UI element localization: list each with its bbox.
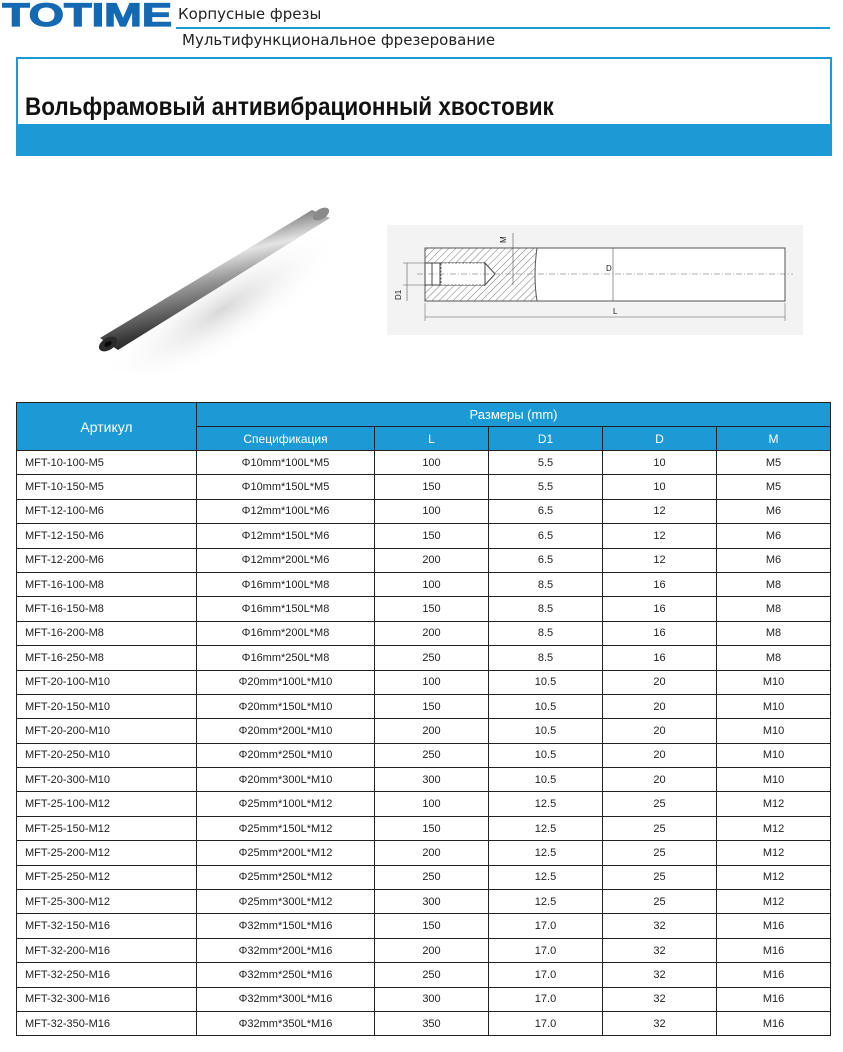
- d1-cell: 10.5: [489, 694, 603, 718]
- article-cell: MFT-16-250-M8: [17, 646, 197, 670]
- d1-cell: 8.5: [489, 646, 603, 670]
- column-header-m: M: [717, 427, 831, 451]
- column-header-l: L: [375, 427, 489, 451]
- drawing-label-l: L: [613, 307, 618, 316]
- table-row: [17, 694, 831, 718]
- d-cell: 32: [603, 1011, 717, 1035]
- l-cell: 300: [375, 890, 489, 914]
- d-cell: 32: [603, 963, 717, 987]
- header-subcategory: Мультифункциональное фрезерование: [182, 31, 496, 49]
- d1-cell: 12.5: [489, 841, 603, 865]
- technical-drawing: [387, 225, 803, 335]
- article-cell: MFT-20-100-M10: [17, 670, 197, 694]
- table-row: [17, 1011, 831, 1035]
- header-divider: [176, 27, 830, 29]
- d-cell: 25: [603, 816, 717, 840]
- d1-cell: 17.0: [489, 987, 603, 1011]
- spec-cell: Φ32mm*350L*M16: [197, 1011, 375, 1035]
- m-cell: M8: [717, 572, 831, 596]
- d1-cell: 6.5: [489, 548, 603, 572]
- l-cell: 150: [375, 597, 489, 621]
- l-cell: 250: [375, 646, 489, 670]
- m-cell: M6: [717, 548, 831, 572]
- d-cell: 32: [603, 938, 717, 962]
- d-cell: 12: [603, 548, 717, 572]
- l-cell: 100: [375, 792, 489, 816]
- table-row: [17, 646, 831, 670]
- d1-cell: 17.0: [489, 963, 603, 987]
- d-cell: 20: [603, 719, 717, 743]
- column-header-spec: Спецификация: [197, 427, 375, 451]
- table-row: [17, 451, 831, 475]
- spec-cell: Φ12mm*100L*M6: [197, 499, 375, 523]
- article-cell: MFT-32-250-M16: [17, 963, 197, 987]
- article-cell: MFT-32-350-M16: [17, 1011, 197, 1035]
- d1-cell: 12.5: [489, 792, 603, 816]
- l-cell: 200: [375, 621, 489, 645]
- l-cell: 100: [375, 451, 489, 475]
- m-cell: M6: [717, 524, 831, 548]
- article-cell: MFT-12-200-M6: [17, 548, 197, 572]
- table-row: [17, 768, 831, 792]
- l-cell: 200: [375, 938, 489, 962]
- m-cell: M16: [717, 938, 831, 962]
- m-cell: M16: [717, 1011, 831, 1035]
- d1-cell: 12.5: [489, 865, 603, 889]
- l-cell: 300: [375, 768, 489, 792]
- m-cell: M10: [717, 670, 831, 694]
- m-cell: M8: [717, 621, 831, 645]
- table-row: [17, 548, 831, 572]
- m-cell: M16: [717, 987, 831, 1011]
- drawing-label-m: M: [499, 236, 508, 243]
- d-cell: 25: [603, 865, 717, 889]
- m-cell: M8: [717, 646, 831, 670]
- spec-cell: Φ20mm*100L*M10: [197, 670, 375, 694]
- spec-cell: Φ32mm*200L*M16: [197, 938, 375, 962]
- d-cell: 16: [603, 597, 717, 621]
- spec-cell: Φ25mm*100L*M12: [197, 792, 375, 816]
- spec-cell: Φ16mm*150L*M8: [197, 597, 375, 621]
- spec-cell: Φ20mm*250L*M10: [197, 743, 375, 767]
- article-cell: MFT-25-200-M12: [17, 841, 197, 865]
- table-row: [17, 475, 831, 499]
- article-cell: MFT-10-100-M5: [17, 451, 197, 475]
- d-cell: 25: [603, 890, 717, 914]
- table-row: [17, 670, 831, 694]
- spec-cell: Φ10mm*100L*M5: [197, 451, 375, 475]
- title-band: [18, 124, 830, 154]
- brand-logo: [2, 0, 174, 30]
- article-cell: MFT-12-100-M6: [17, 499, 197, 523]
- column-header-dimensions: Размеры (mm): [197, 403, 831, 427]
- article-cell: MFT-16-150-M8: [17, 597, 197, 621]
- d-cell: 20: [603, 743, 717, 767]
- l-cell: 300: [375, 987, 489, 1011]
- m-cell: M6: [717, 499, 831, 523]
- table-row: [17, 572, 831, 596]
- article-cell: MFT-20-250-M10: [17, 743, 197, 767]
- spec-cell: Φ16mm*100L*M8: [197, 572, 375, 596]
- l-cell: 150: [375, 914, 489, 938]
- table-row: [17, 499, 831, 523]
- spec-cell: Φ25mm*150L*M12: [197, 816, 375, 840]
- l-cell: 250: [375, 963, 489, 987]
- spec-cell: Φ25mm*300L*M12: [197, 890, 375, 914]
- page-title: Вольфрамовый антивибрационный хвостовик: [25, 93, 554, 121]
- drawing-label-d: D: [606, 264, 612, 273]
- d1-cell: 17.0: [489, 1011, 603, 1035]
- d-cell: 16: [603, 646, 717, 670]
- m-cell: M16: [717, 914, 831, 938]
- article-cell: MFT-20-200-M10: [17, 719, 197, 743]
- m-cell: M12: [717, 841, 831, 865]
- table-row: [17, 792, 831, 816]
- d-cell: 16: [603, 621, 717, 645]
- spec-cell: Φ20mm*150L*M10: [197, 694, 375, 718]
- d-cell: 12: [603, 499, 717, 523]
- column-header-d1: D1: [489, 427, 603, 451]
- column-header-d: D: [603, 427, 717, 451]
- spec-cell: Φ20mm*300L*M10: [197, 768, 375, 792]
- l-cell: 150: [375, 475, 489, 499]
- m-cell: M8: [717, 597, 831, 621]
- spec-cell: Φ25mm*200L*M12: [197, 841, 375, 865]
- d-cell: 20: [603, 670, 717, 694]
- article-cell: MFT-32-300-M16: [17, 987, 197, 1011]
- d-cell: 10: [603, 475, 717, 499]
- m-cell: M16: [717, 963, 831, 987]
- d1-cell: 8.5: [489, 597, 603, 621]
- d1-cell: 10.5: [489, 743, 603, 767]
- l-cell: 100: [375, 670, 489, 694]
- l-cell: 250: [375, 865, 489, 889]
- l-cell: 200: [375, 548, 489, 572]
- d1-cell: 5.5: [489, 451, 603, 475]
- d-cell: 10: [603, 451, 717, 475]
- article-cell: MFT-32-200-M16: [17, 938, 197, 962]
- d-cell: 12: [603, 524, 717, 548]
- table-row: [17, 987, 831, 1011]
- d1-cell: 10.5: [489, 719, 603, 743]
- table-row: [17, 524, 831, 548]
- article-cell: MFT-20-300-M10: [17, 768, 197, 792]
- spec-cell: Φ10mm*150L*M5: [197, 475, 375, 499]
- drawing-label-d1: D1: [394, 289, 403, 300]
- m-cell: M12: [717, 816, 831, 840]
- l-cell: 100: [375, 572, 489, 596]
- table-row: [17, 743, 831, 767]
- spec-cell: Φ12mm*200L*M6: [197, 548, 375, 572]
- d1-cell: 5.5: [489, 475, 603, 499]
- spec-table: [16, 402, 831, 1036]
- spec-cell: Φ16mm*250L*M8: [197, 646, 375, 670]
- m-cell: M12: [717, 865, 831, 889]
- article-cell: MFT-20-150-M10: [17, 694, 197, 718]
- l-cell: 150: [375, 524, 489, 548]
- m-cell: M5: [717, 475, 831, 499]
- l-cell: 350: [375, 1011, 489, 1035]
- l-cell: 150: [375, 816, 489, 840]
- d1-cell: 8.5: [489, 621, 603, 645]
- l-cell: 250: [375, 743, 489, 767]
- d-cell: 20: [603, 768, 717, 792]
- table-row: [17, 963, 831, 987]
- article-cell: MFT-32-150-M16: [17, 914, 197, 938]
- d-cell: 16: [603, 572, 717, 596]
- l-cell: 150: [375, 694, 489, 718]
- article-cell: MFT-10-150-M5: [17, 475, 197, 499]
- l-cell: 200: [375, 719, 489, 743]
- spec-cell: Φ32mm*150L*M16: [197, 914, 375, 938]
- d-cell: 20: [603, 694, 717, 718]
- spec-cell: Φ25mm*250L*M12: [197, 865, 375, 889]
- article-cell: MFT-25-100-M12: [17, 792, 197, 816]
- table-row: [17, 865, 831, 889]
- table-row: [17, 816, 831, 840]
- m-cell: M10: [717, 743, 831, 767]
- d1-cell: 8.5: [489, 572, 603, 596]
- title-box: [16, 57, 832, 156]
- d1-cell: 10.5: [489, 670, 603, 694]
- table-row: [17, 597, 831, 621]
- article-cell: MFT-16-200-M8: [17, 621, 197, 645]
- article-cell: MFT-16-100-M8: [17, 572, 197, 596]
- spec-cell: Φ32mm*250L*M16: [197, 963, 375, 987]
- d1-cell: 12.5: [489, 890, 603, 914]
- column-header-article: Артикул: [17, 403, 197, 451]
- m-cell: M10: [717, 719, 831, 743]
- d1-cell: 10.5: [489, 768, 603, 792]
- spec-cell: Φ32mm*300L*M16: [197, 987, 375, 1011]
- l-cell: 200: [375, 841, 489, 865]
- table-row: [17, 719, 831, 743]
- m-cell: M5: [717, 451, 831, 475]
- table-row: [17, 621, 831, 645]
- article-cell: MFT-25-250-M12: [17, 865, 197, 889]
- d1-cell: 6.5: [489, 524, 603, 548]
- article-cell: MFT-25-150-M12: [17, 816, 197, 840]
- table-row: [17, 841, 831, 865]
- article-cell: MFT-12-150-M6: [17, 524, 197, 548]
- header-category: Корпусные фрезы: [178, 5, 322, 23]
- d-cell: 25: [603, 841, 717, 865]
- product-photo: [72, 192, 372, 372]
- d-cell: 25: [603, 792, 717, 816]
- table-row: [17, 938, 831, 962]
- m-cell: M10: [717, 694, 831, 718]
- m-cell: M12: [717, 792, 831, 816]
- m-cell: M10: [717, 768, 831, 792]
- article-cell: MFT-25-300-M12: [17, 890, 197, 914]
- logo-text: TOTIME: [2, 0, 172, 30]
- d1-cell: 6.5: [489, 499, 603, 523]
- d1-cell: 12.5: [489, 816, 603, 840]
- spec-cell: Φ16mm*200L*M8: [197, 621, 375, 645]
- spec-cell: Φ20mm*200L*M10: [197, 719, 375, 743]
- d-cell: 32: [603, 914, 717, 938]
- m-cell: M12: [717, 890, 831, 914]
- table-body: [17, 451, 831, 1036]
- spec-cell: Φ12mm*150L*M6: [197, 524, 375, 548]
- table-row: [17, 890, 831, 914]
- d1-cell: 17.0: [489, 914, 603, 938]
- d1-cell: 17.0: [489, 938, 603, 962]
- table-row: [17, 914, 831, 938]
- d-cell: 32: [603, 987, 717, 1011]
- l-cell: 100: [375, 499, 489, 523]
